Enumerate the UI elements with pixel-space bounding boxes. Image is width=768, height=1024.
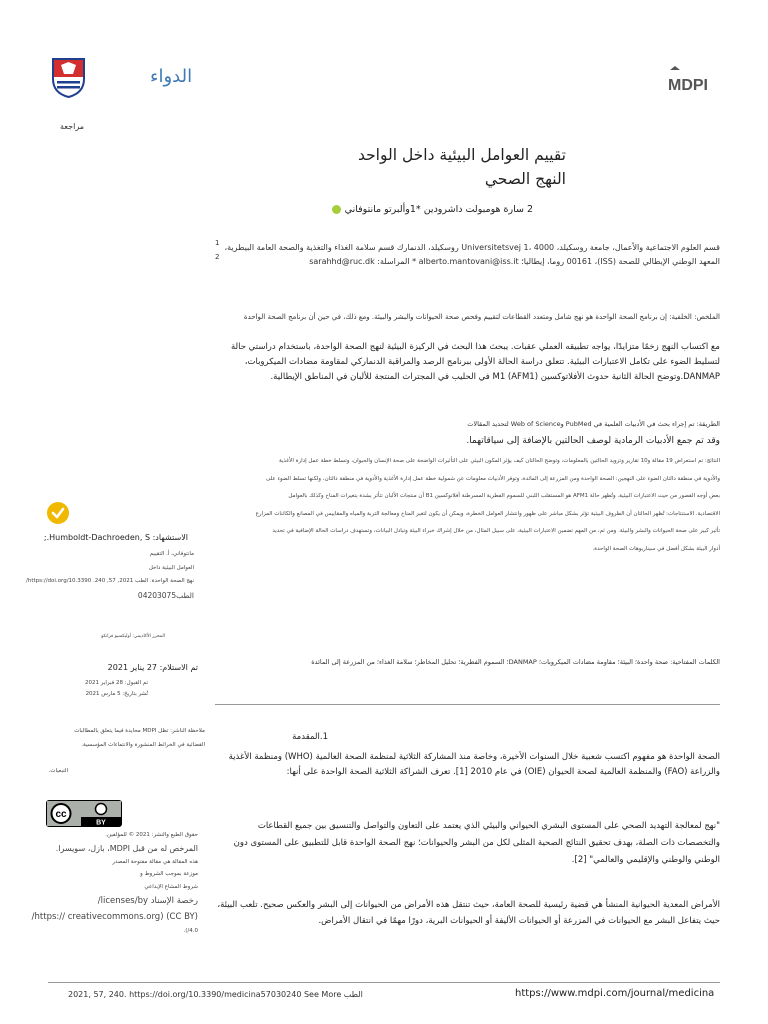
copyright-line: موزعة بموجب الشروط و	[140, 871, 198, 877]
abstract-method: الطريقة: تم إجراء بحث في الأدبيات العلمية في PubMed وWeb of Science لتحديد المقالات	[467, 420, 720, 428]
copyright-line[interactable]: (CC BY) (https:// creativecommons.org/	[31, 912, 198, 922]
received-date: تم الاستلام: 27 يناير 2021	[107, 663, 198, 672]
affiliation-2: المعهد الوطني الإيطالي للصحة (ISS)، 00161 روما، إيطاليا؛ alberto.mantovani@iss.it * المراسلة: sarahhd@ruc.dk	[309, 257, 720, 266]
abstract-method-2: وقد تم جمع الأدبيات الرمادية لوصف الحالتين بالإضافة إلى سياقاتهما.	[466, 436, 720, 446]
publisher-note-line: ملاحظة الناشر: تظل MDPI محايدة فيما يتعلق بالمطالبات	[74, 728, 205, 734]
orcid-icon[interactable]	[332, 205, 341, 214]
abstract-background: الملخص: الخلفية: إن برنامج الصحة الواحدة هو نهج شامل ومتعدد القطاعات لتقييم وفحص صحة الحيوانات والبشر والبيئة. ومع ذلك، في حين أن برنامج الصحة الواحدة	[243, 313, 720, 321]
results-line: تأثير كبير على صحة الحيوانات والبشر والبيئة. ومن ثم، من المهم تضمين الاعتبارات البيئية، على سبيل المثال، من خلال إشراك خبراء البيئة وتبادل البيانات، وتستهدف دراسات الحالة الإضافية في تحديد	[272, 528, 720, 534]
mdpi-logo-text: MDPI	[668, 77, 708, 94]
affiliation-number-1: 1	[215, 239, 220, 247]
affiliation-1: قسم العلوم الاجتماعية والأعمال، جامعة روسكيلد، Universitetsvej 1، 4000 روسكيلد، الدنمارك قسم سلامة الغذاء والتغذية والصحة العامة البيطرية،	[224, 243, 720, 252]
keywords: الكلمات المفتاحية: صحة واحدة؛ البيئة؛ مقاومة مضادات الميكروبات؛ DANMAP؛ السموم الفطرية؛ تحليل المخاطر؛ سلامة الغذاء؛ من المزرعة إلى المائدة	[311, 658, 720, 666]
citation-line[interactable]: نهج الصحة الواحدة. الطب 2021, 57, 240. https://doi.org/10.3390/	[25, 578, 194, 584]
results-line: والأدوية في منطقة دالتان الضوء على النهجين: الصحة الواحدة ومن المزرعة إلى المائدة، وتوفر الأدبيات معلومات عن شمولية خطة عمل إدارة الأغذية والأدوية في منطقة دالتان، ولكنها تسلط الضوء على	[266, 475, 720, 482]
publisher-note	[55, 724, 205, 752]
article-title-line2: النهج الصحي	[484, 170, 566, 188]
publisher-note-line: القضائية في الخرائط المنشورة والانتماءات المؤسسية.	[81, 742, 205, 748]
accepted-date: تم القبول: 28 فبراير 2021	[85, 680, 148, 686]
abstract-line: DANMAP.وتوضح الحالة الثانية حدوث الأفلاتوكسين M1 (AFM1) في الحليب في المجترات المنتجة للألبان في المناطق الإيطالية.	[270, 372, 720, 382]
abstract-paragraph	[190, 340, 720, 385]
citation-line: الطب04203075	[137, 590, 194, 600]
section-divider	[215, 704, 720, 705]
creative-commons-icon	[47, 801, 121, 826]
footer-journal-url[interactable]: https://www.mdpi.com/journal/medicina	[515, 988, 715, 999]
mdpi-logo[interactable]	[666, 64, 720, 98]
quote-line: الوطني والوطني والإقليمي والعالمي" [2].	[571, 855, 720, 865]
copyright-line: شروط المشاع الإبداعي	[144, 883, 198, 890]
journal-title[interactable]: الدواء	[150, 66, 193, 87]
intro-quote	[200, 818, 720, 869]
results-line: النتائج: تم استعراض 19 مقالة و10 تقارير وتزويد الحالتين بالمعلومات، وتوضح الحالتان كيف يؤثر المكون البيئي على التأثيرات الواضحة على صحة الإنسان والحيوان، وتسلط خطة عمل إدارة الأغذية	[278, 458, 720, 464]
citation-label: الاستشهاد: Humboldt-Dachroeden, S.;	[43, 533, 188, 542]
journal-crest-icon	[51, 57, 86, 98]
academic-editor: المحرر الأكاديمي: أوليكسيو فرانكو	[101, 634, 165, 639]
intro-line: والزراعة (FAO) والمنظمة العالمية لصحة الحيوان (OIE) في عام 2010 [1]. تعرف الشراكة الثلاثية الصحة الواحدة على أنها:	[286, 767, 720, 777]
copyright-line[interactable]: رخصة الإسناد licenses/by/	[97, 896, 198, 906]
article-title-line1: تقييم العوامل البيئية داخل الواحد	[357, 146, 566, 164]
introduction-heading: 1.المقدمة	[292, 732, 328, 742]
intro-line: الصحة الواحدة هو مفهوم اكتسب شعبية خلال السنوات الأخيرة، وخاصة منذ المشاركة الثلاثية لمنظمة الصحة العالمية (WHO) ومنظمة الأغذية	[228, 752, 720, 762]
copyright-line: هذه المقالة هي مقالة مفتوحة المصدر	[112, 858, 198, 865]
citation-block	[25, 548, 194, 602]
results-line: بعض أوجه القصور من حيث الاعتبارات البيئية. وتُظهر حالة AFM1 هو المستقلب اللبني للسموم الفطرية المسرطنة أفلاتوكسين B1 أن منتجات الألبان تتأثر بشدة بتغيرات المناخ وكذلك بالعوامل	[288, 493, 720, 499]
results-line: الاقتصادية. الاستنتاجات: تُظهر الحالتان أن الظروف البيئية تؤثر بشكل مباشر على ظهور وانتشار العوامل الخطرة، ويمكن أن يكون لتغير المناخ ومعالجة التربة والمياه والمقاييس في المصانع والكائنات المزارع	[255, 510, 720, 517]
check-icon	[47, 502, 69, 524]
quote-line: والتخصصات ذات الصلة، بهدف تحقيق النتائج الصحية المثلى لكل من البشر والحيوانات؛ نهج الصحة الواحدة قابل للتطبيق على المستوى دون	[233, 838, 720, 848]
author-list	[331, 204, 533, 215]
author-number: 2	[526, 204, 533, 215]
footer-citation[interactable]: 2021, 57, 240. https://doi.org/10.3390/medicina57030240 See More الطب	[68, 990, 363, 999]
quote-line: "نهج لمعالجة التهديد الصحي على المستوى البشري الحيواني والبيئي الذي يعتمد على التعاون والتواصل والتنسيق بين جميع القطاعات	[257, 821, 720, 831]
mdpi-logo-icon	[666, 64, 720, 98]
affiliation-number-2: 2	[215, 253, 220, 261]
abstract-line: مع اكتساب النهج زخمًا متزايدًا، يواجه تطبيقه العملي عقبات. يبحث هذا البحث في الركيزة البيئية لنهج الصحة الواحدة، باستخدام دراستي حالة	[230, 342, 720, 352]
intro-paragraph-1	[200, 750, 720, 780]
copyright-line: المرخص له من قبل MDPI، بازل، سويسرا.	[55, 843, 198, 853]
copyright-line: حقوق الطبع والنشر: 2021 © للمؤلفين.	[105, 832, 198, 838]
intro-line: حيث يتفاعل البشر مع الحيوانات في المزرعة أو الحيوانات الأليفة أو الحيوانات البرية، دورًا مهمًا في انتقال الأمراض.	[318, 916, 720, 926]
intro-paragraph-2	[200, 897, 720, 929]
check-updates-badge-icon[interactable]	[47, 502, 69, 524]
article-title	[358, 143, 566, 191]
copyright-line: 4.0/).	[183, 928, 198, 934]
abstract-line: لتسليط الضوء على تكامل الاعتبارات البيئية. تتعلق دراسة الحالة الأولى ببرنامج الرصد والمراقبة الدنماركي لمقاومة مضادات الميكروبات،	[244, 357, 720, 367]
footer-divider	[48, 982, 720, 983]
abstract-results	[200, 453, 720, 558]
citation-line: مانتوفاني، أ. التقييم	[149, 551, 194, 557]
copyright-block	[31, 829, 198, 938]
intro-line: الأمراض المعدية الحيوانية المنشأ هي قضية رئيسية للصحة العامة، حيث تنتقل هذه الأمراض من الحيوانات إلى البشر والعكس صحيح. تلعب البيئة،	[217, 900, 720, 910]
results-line: أدوار البيئة بشكل أفضل في سيناريوهات الصحة الواحدة.	[592, 545, 720, 552]
cc-label: cc	[55, 809, 67, 820]
affiliations-note: التبعيات.	[48, 768, 68, 774]
article-type-label: مراجعة	[60, 122, 85, 131]
author-names[interactable]: سارة هومبولت داشرودين *1وألبرتو مانتوفاني	[344, 204, 524, 215]
by-label: BY	[96, 819, 106, 826]
cc-by-license-icon[interactable]	[46, 800, 122, 827]
citation-line: العوامل البيئية داخل	[148, 564, 194, 571]
published-date: نُشر بتاريخ: 5 مارس 2021	[85, 691, 148, 697]
